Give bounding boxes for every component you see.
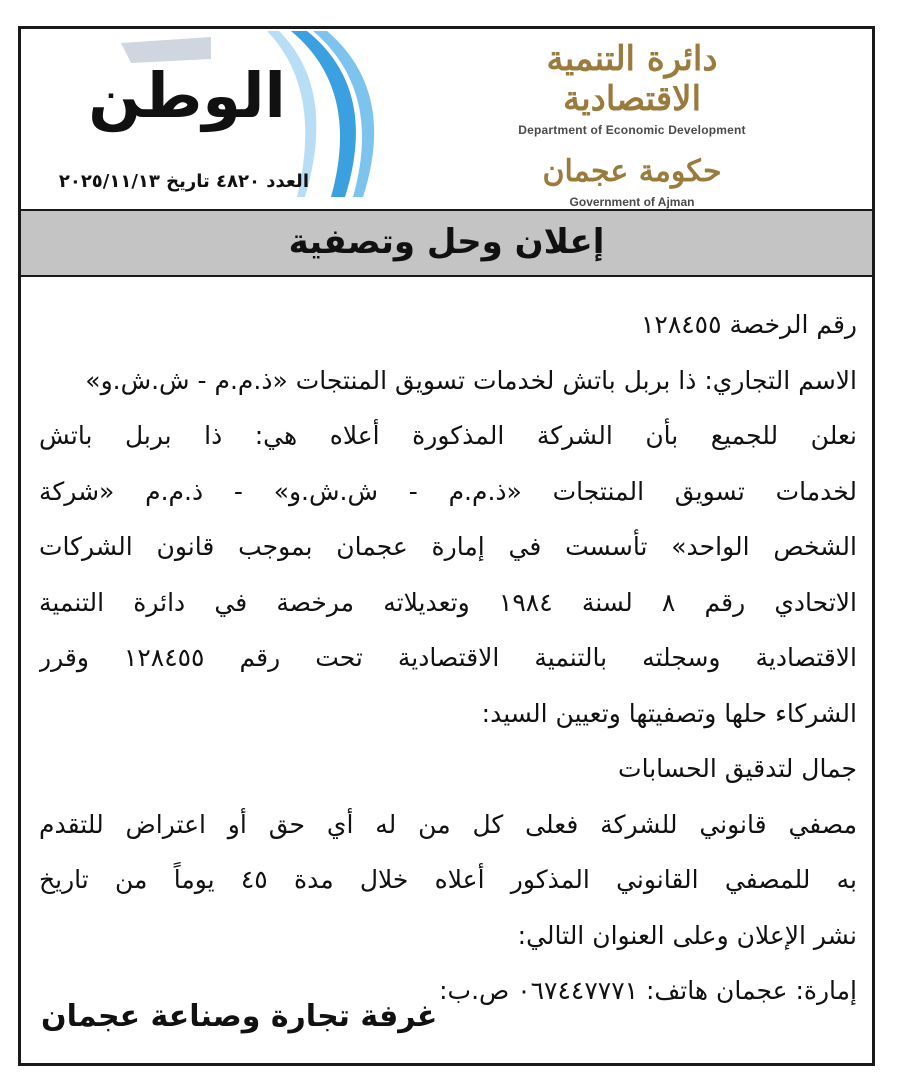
signature-chamber: غرفة تجارة وصناعة عجمان <box>41 999 438 1034</box>
body-line: به للمصفي القانوني المذكور أعلاه خلال مدة ٤٥ يوماً من تاريخ <box>39 865 857 894</box>
title-banner <box>21 209 872 277</box>
body-line: جمال لتدقيق الحسابات <box>618 754 857 783</box>
body-line: الاقتصادية وسجلته بالتنمية الاقتصادية تحت رقم ١٢٨٤٥٥ وقرر <box>39 643 857 672</box>
body-line: إمارة: عجمان هاتف: ٠٦٧٤٤٧٧٧١ ص.ب: <box>439 976 857 1005</box>
announcement-title: إعلان وحل وتصفية <box>288 222 605 262</box>
announcement-frame <box>18 26 875 1066</box>
body-line: لخدمات تسويق المنتجات «ذ.م.م - ش.ش.و» - ذ.م.م «شركة <box>39 476 857 506</box>
body-line: مصفي قانوني للشركة فعلى كل من له أي حق أو اعتراض للتقدم <box>39 809 857 839</box>
government-name-english: Government of Ajman <box>569 195 695 209</box>
body-line: الاتحادي رقم ٨ لسنة ١٩٨٤ وتعديلاته مرخصة في دائرة التنمية <box>39 587 857 617</box>
department-name-english: Department of Economic Development <box>518 123 746 137</box>
body-line: الشركاء حلها وتصفيتها وتعيين السيد: <box>481 698 857 728</box>
body-line: نعلن للجميع بأن الشركة المذكورة أعلاه هي: ذا بربل باتش <box>39 421 857 450</box>
body-line: رقم الرخصة ١٢٨٤٥٥ <box>640 310 857 339</box>
announcement-body <box>39 297 857 1019</box>
header <box>21 29 872 209</box>
department-name-arabic: دائرة التنمية الاقتصادية <box>546 39 718 119</box>
issue-number-date: العدد ٤٨٢٠ تاريخ ٢٠٢٥/١١/١٣ <box>58 171 309 192</box>
newspaper-logo: الوطن <box>88 59 286 132</box>
government-name-arabic: حكومة عجمان <box>542 154 722 189</box>
body-line: الاسم التجاري: ذا بربل باتش لخدمات تسويق المنتجات «ذ.م.م - ش.ش.و» <box>85 365 857 395</box>
body-line: نشر الإعلان وعلى العنوان التالي: <box>517 920 857 950</box>
body-line: الشخص الواحد» تأسست في إمارة عجمان بموجب قانون الشركات <box>39 532 857 561</box>
government-logo-block <box>482 39 782 209</box>
